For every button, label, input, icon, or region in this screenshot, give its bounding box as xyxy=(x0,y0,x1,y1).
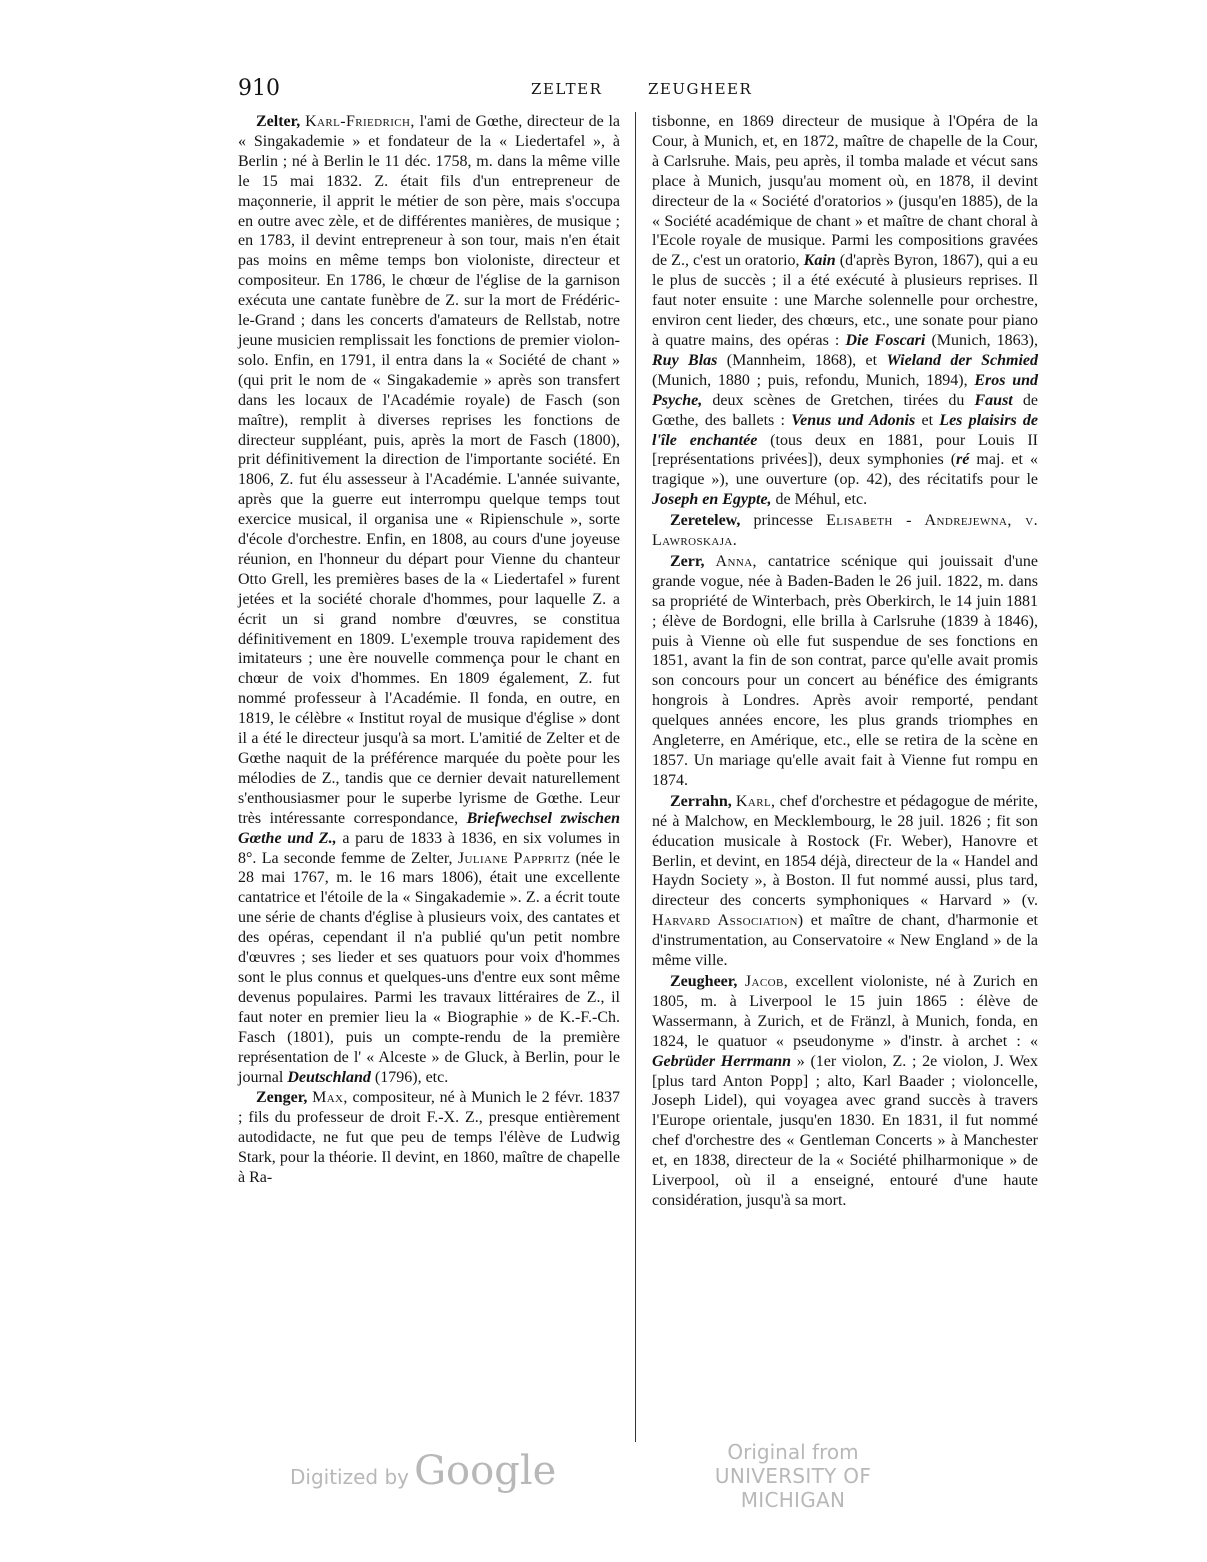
headword: Zerrahn, xyxy=(670,792,732,810)
entry-text: tisbonne, en 1869 directeur de musique à l'Opéra de la Cour, à Munich, et, en 1872, maître de chapelle de la Cour, à Carlsruhe. Mais, peu après, il tomba malade et vécut sans place à Munich, jusqu'au moment où, en 1878, il devint directeur de la « Société d'oratorios » (jusqu'en 1885), de la « Société académique de chant » et maître de chant choral à l'Ecole royale de musique. Parmi les compositions gravées de Z., c'est un oratorio, xyxy=(652,113,1038,270)
entry-text: a paru de 1833 à 1836, en six volumes in 8°. La seconde femme de Zelter, xyxy=(238,829,621,867)
entry-text: excellent violoniste, né à Zurich en 1805, m. à Liverpool le 15 juin 1865 : élève de Wassermann, à Zurich, et de Fränzl, à Munich, fonda, en 1824, le quatuor « pseudonyme » d'instr. à archet : « xyxy=(652,972,1039,1050)
running-head-left: ZELTER xyxy=(531,80,603,98)
entry-zerrahn xyxy=(652,792,1038,971)
digitized-by-label: Digitized by xyxy=(290,1465,409,1489)
entry-text: chef d'orchestre et pédagogue de mérite, né à Malchow, en Mecklembourg, le 28 juil. 1826 ; fit son éducation musicale à Rostock (Fr. Weber), Hanovre et Berlin, et devint, en 1854 déjà, directeur de la « Handel and Haydn Society », à Boston. Il fut nommé aussi, plus tard, directeur des concerts symphoniques « Harvard » (v. xyxy=(652,792,1039,910)
entry-zelter xyxy=(238,112,620,1087)
entry-text: de Méhul, etc. xyxy=(775,491,868,509)
title-italic: Die Foscari xyxy=(845,331,926,349)
entry-text: maj. et « tragique »), une ouverture (op. 42), des récitatifs pour le xyxy=(652,451,1038,489)
column-divider xyxy=(635,112,636,1442)
title-italic: Kain xyxy=(803,252,836,270)
entry-zenger-continued xyxy=(652,112,1038,510)
headword: Zeugheer, xyxy=(670,972,738,990)
entry-text: (Mannheim, 1868), et xyxy=(726,351,878,369)
google-watermark xyxy=(290,1448,556,1494)
person-name: Harvard Association xyxy=(652,912,798,930)
title-italic: Venus und Adonis xyxy=(791,411,916,429)
entry-text: (tous deux en 1881, pour Louis II [représentations privées]), deux symphonies ( xyxy=(652,431,1038,469)
entry-text: de Gœthe, des ballets : xyxy=(652,391,1039,429)
entry-zeretelew xyxy=(652,511,1038,551)
person-name: Jacob, xyxy=(744,972,789,990)
entry-text: cantatrice scénique qui jouissait d'une grande vogue, née à Baden-Baden le 26 juil. 1822, m. dans sa propriété de Winterbach, près Oberkirch, le 14 juin 1881 ; élève de Bordogni, elle brilla à Carlsruhe (1839 à 1846), puis à Vienne où elle fut suspendue de ses fonctions en 1851, avant la fin de son contrat, parce qu'elle avait promis son concours pour un concert au bénéfice des émigrants hongrois à Londres. Après avoir remporté, pendant quelques années encore, les plus grands triomphes en Angleterre, en Amérique, etc., elle se retira de la scène en 1857. Un mariage qu'elle avait fait à Vienne fut rompu en 1874. xyxy=(652,552,1038,789)
title-italic: Deutschland xyxy=(287,1068,371,1086)
entry-text: et xyxy=(921,411,934,429)
left-column xyxy=(238,112,620,1189)
person-name: Juliane Pappritz xyxy=(457,849,571,867)
title-italic: Eros und Psyche, xyxy=(652,371,1038,409)
title-italic: Gebrüder Herrmann xyxy=(652,1052,792,1070)
title-italic: Ruy Blas xyxy=(652,351,718,369)
entry-zeugheer xyxy=(652,972,1038,1211)
headword: Zerr, xyxy=(670,552,705,570)
entry-text: » (1er violon, Z. ; 2e violon, J. Wex [plus tard Anton Popp] ; alto, Karl Baader ; violoncelle, Joseph Lidel), qui voyagea avec grand succès à travers l'Europe orientale, jusqu'en 1830. En 1831, il fut nommé chef d'orchestre des « Gentleman Concerts » à Manchester et, en 1838, directeur de la « Société philharmonique » de Liverpool, où il a enseigné, entouré d'une haute considération, jusqu'à sa mort. xyxy=(652,1052,1039,1209)
title-italic: Briefwechsel zwischen Gœthe und Z., xyxy=(238,809,621,847)
person-name: Karl-Friedrich, xyxy=(305,113,415,130)
entry-text: (née le 28 mai 1767, m. le 16 mars 1806), était une excellente cantatrice et l'étoile de la « Singakademie ». Z. a écrit toute une série de chants d'église à plusieurs voix, des cantates et des opéras, cependant il n'a publié qu'un petit nombre d'œuvres ; ses lieder et ses quatuors pour voix d'hommes sont le plus connus et quelques-uns d'entre eux sont même devenus populaires. Parmi les travaux littéraires de Z., il faut noter en premier lieu la « Biographie » de K.-F.-Ch. Fasch (1801), puis un compte-rendu de la première représentation de l' « Alceste » de Gluck, à Berlin, pour le journal xyxy=(238,849,620,1086)
entry-text: (Munich, 1880 ; puis, refondu, Munich, 1894), xyxy=(652,371,968,389)
headword: Zenger, xyxy=(256,1089,308,1107)
entry-text: princesse xyxy=(753,512,813,530)
entry-text: (Munich, 1863), xyxy=(931,331,1039,349)
google-logo: Google xyxy=(414,1448,557,1494)
entry-text: compositeur, né à Munich le 2 févr. 1837 ; fils du professeur de droit F.-X. Z., presque entièrement autodidacte, ne fut que peu de temps l'élève de Ludwig Stark, pour la théorie. Il devint, en 1860, maître de chapelle à Ra- xyxy=(238,1089,620,1187)
entry-text: l'ami de Gœthe, directeur de la « Singakademie » et fondateur de la « Liedertafel », à Berlin ; né à Berlin le 11 déc. 1758, m. dans la même ville le 15 mai 1832. Z. était fils d'un entrepreneur de maçonnerie, il apprit le métier de son père, mais s'occupa en outre avec zèle, et de différentes manières, de musique ; en 1783, il devint entrepreneur à son tour, mais n'en était pas moins en même temps bon violoniste, directeur et compositeur. En 1786, le chœur de l'église de la garnison exécuta une cantate funèbre de Z. sur la mort de Frédéric-le-Grand ; dans les concerts d'amateurs de Rellstab, notre jeune musicien remplissait les fonctions de premier violon-solo. Enfin, en 1791, il entra dans la « Société de chant » (qui prit le nom de « Singakademie » après son transfert dans les locaux de l'Académie royale) de Fasch (son maître), remplit à diverses reprises les fonctions de directeur suppléant, puis, après la mort de Fasch (1800), prit définitivement la direction de l'importante société. En 1806, Z. fut élu assesseur à l'Académie. L'année suivante, après que la guerre eut interrompu quelque temps tout exercice musical, il organisa une « Ripienschule », sorte d'école d'orchestre. Enfin, en 1808, au cours d'une joyeuse réunion, en l'honneur du départ pour Vienne du chanteur Otto Grell, les premières bases de la « Liedertafel » furent jetées et la société chorale d'hommes, pour laquelle Z. a écrit un si grand nombre d'œuvres, se constitua définitivement en 1809. L'exemple trouva rapidement des imitateurs ; une ère nouvelle commença pour le chant en chœur de voix d'hommes. En 1809 également, Z. fut nommé professeur à l'Académie. Il fonda, en outre, en 1819, le célèbre « Institut royal de musique d'église » dont il a été le directeur jusqu'à sa mort. L'amitié de Zelter et de Gœthe naquit de la préférence marquée du poète pour les mélodies de Z., tandis que ce dernier devait naturellement s'enthousiasmer pour le superbe lyrisme de Gœthe. Leur très intéressante correspondance, xyxy=(238,113,621,827)
university-watermark xyxy=(668,1440,918,1512)
person-name: Max, xyxy=(312,1089,348,1107)
entry-text: ) et maître de chant, d'harmonie et d'instrumentation, au Conservatoire « New England » de la même ville. xyxy=(652,912,1038,970)
headword: Zeretelew, xyxy=(670,512,741,530)
university-label: UNIVERSITY OF MICHIGAN xyxy=(714,1464,872,1512)
person-name: Anna, xyxy=(715,552,757,570)
headword: Zelter, xyxy=(256,113,301,130)
entry-text: deux scènes de Gretchen, tirées du xyxy=(712,391,965,409)
page-number: 910 xyxy=(238,76,280,101)
person-name: Elisabeth - Andrejewna, v. Lawroskaja. xyxy=(652,512,1038,550)
page-header xyxy=(238,76,998,108)
title-italic: Faust xyxy=(974,391,1013,409)
title-italic: Les plaisirs de l'île enchantée xyxy=(652,411,1039,449)
entry-zenger xyxy=(238,1088,620,1188)
entry-text: (1796), etc. xyxy=(374,1068,449,1086)
footer-watermark xyxy=(0,1440,1207,1510)
title-italic: Joseph en Egypte, xyxy=(652,491,772,509)
person-name: Karl, xyxy=(735,792,776,810)
entry-text: (d'après Byron, 1867), qui a eu le plus de succès ; il a été exécuté à plusieurs reprises. Il faut noter ensuite : une Marche solennelle pour orchestre, environ cent lieder, des chœurs, etc., une sonate pour piano à quatre mains, des opéras : xyxy=(652,252,1039,349)
entry-zerr xyxy=(652,552,1038,791)
running-head-right: ZEUGHEER xyxy=(648,80,753,98)
title-italic: Wieland der Schmied xyxy=(886,351,1038,369)
right-column xyxy=(652,112,1038,1212)
title-italic: ré xyxy=(956,451,970,469)
original-from-label: Original from xyxy=(727,1440,859,1464)
